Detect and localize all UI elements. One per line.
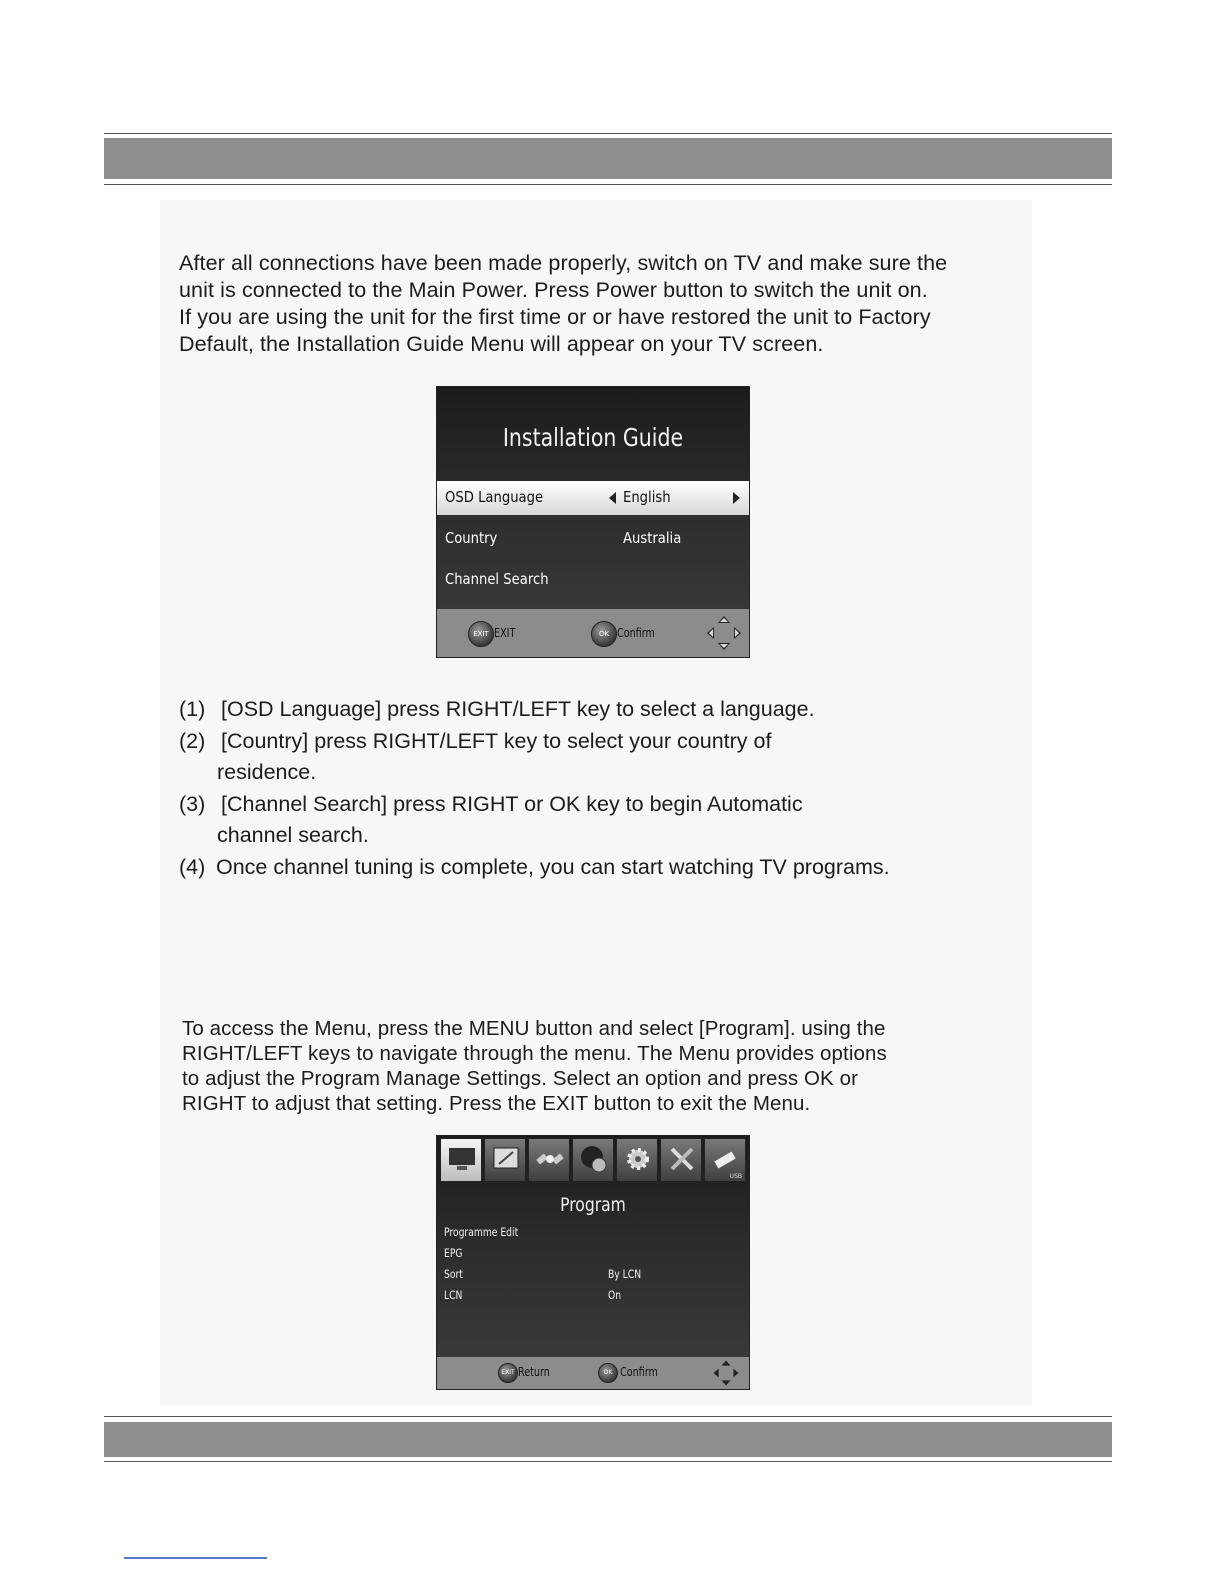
programme-edit-item[interactable]: Programme Edit	[444, 1225, 519, 1239]
header-band	[104, 133, 1112, 185]
satellite-icon[interactable]	[528, 1138, 570, 1182]
header-rule-bottom	[104, 184, 1112, 185]
menu-icon-bar	[440, 1138, 746, 1182]
ok-button-icon: OK	[591, 621, 617, 647]
channel-search-row[interactable]	[437, 563, 749, 597]
steps-list	[179, 694, 890, 883]
confirm-label: Confirm	[620, 1365, 658, 1379]
step-number: (2)	[179, 728, 206, 753]
screen-footer	[437, 1357, 749, 1389]
screen-footer	[437, 609, 749, 657]
step-item	[179, 789, 890, 852]
country-row[interactable]	[437, 522, 749, 556]
osd-language-row[interactable]	[437, 481, 749, 515]
footer-band	[104, 1416, 1112, 1462]
intro-paragraph	[179, 250, 947, 358]
footer-bar	[104, 1422, 1112, 1457]
screen-title: Program	[560, 1194, 626, 1216]
step-text: [Channel Search] press RIGHT or OK key to begin Automatic	[221, 791, 803, 816]
lcn-item[interactable]: LCN	[444, 1288, 463, 1302]
step-number: (1)	[179, 697, 206, 721]
tv-icon[interactable]	[440, 1138, 482, 1182]
epg-item[interactable]: EPG	[444, 1246, 463, 1260]
lcn-value: On	[608, 1288, 622, 1302]
intro-line: unit is connected to the Main Power. Press Power button to switch the unit on.	[179, 278, 928, 302]
clock-icon[interactable]	[572, 1138, 614, 1182]
screen-title: Installation Guide	[502, 423, 684, 452]
step-item	[179, 694, 890, 726]
footer-rule-top	[104, 1416, 1112, 1417]
menu-line: to adjust the Program Manage Settings. Select an option and press OK or	[182, 1067, 859, 1090]
step-number: (4)	[179, 854, 206, 879]
row-label: Country	[445, 529, 498, 547]
menu-line: RIGHT/LEFT keys to navigate through the menu. The Menu provides options	[182, 1042, 887, 1065]
gear-icon[interactable]	[616, 1138, 658, 1182]
tools-icon[interactable]	[660, 1138, 702, 1182]
step-text: [OSD Language] press RIGHT/LEFT key to select a language.	[221, 697, 815, 721]
step-text: Once channel tuning is complete, you can start watching TV programs.	[216, 854, 890, 879]
usb-icon[interactable]	[704, 1138, 746, 1182]
footer-rule-bottom	[104, 1461, 1112, 1462]
program-menu-screen	[436, 1135, 750, 1390]
step-continuation: residence.	[217, 760, 317, 784]
intro-line: Default, the Installation Guide Menu will appear on your TV screen.	[179, 332, 824, 356]
header-bar	[104, 138, 1112, 179]
row-value: English	[623, 488, 671, 506]
intro-line: After all connections have been made properly, switch on TV and make sure the	[179, 251, 948, 275]
right-arrow-icon	[733, 492, 740, 504]
underline-mark	[124, 1557, 267, 1559]
exit-button-icon: EXIT	[468, 621, 494, 647]
sort-item[interactable]: Sort	[444, 1267, 463, 1281]
exit-button-icon: EXIT	[498, 1363, 518, 1383]
confirm-label: Confirm	[617, 626, 655, 640]
step-item	[179, 726, 890, 789]
step-continuation: channel search.	[217, 823, 369, 847]
menu-line: RIGHT to adjust that setting. Press the EXIT button to exit the Menu.	[182, 1092, 811, 1115]
row-label: Channel Search	[445, 570, 549, 588]
intro-line: If you are using the unit for the first time or or have restored the unit to Factory	[179, 305, 931, 329]
step-item	[179, 852, 890, 884]
row-label: OSD Language	[445, 488, 544, 506]
row-value: Australia	[623, 529, 682, 547]
installation-guide-screen	[436, 386, 750, 658]
ok-button-icon: OK	[598, 1363, 618, 1383]
exit-label: EXIT	[494, 626, 516, 640]
menu-line: To access the Menu, press the MENU button and select [Program]. using the	[182, 1017, 886, 1040]
dpad-icon	[712, 1359, 740, 1387]
picture-icon[interactable]	[484, 1138, 526, 1182]
left-arrow-icon	[609, 492, 616, 504]
step-number: (3)	[179, 791, 206, 816]
sort-value: By LCN	[608, 1267, 642, 1281]
usb-label: USB	[729, 1173, 742, 1180]
menu-paragraph	[182, 1016, 887, 1116]
header-rule-top	[104, 133, 1112, 134]
return-label: Return	[518, 1365, 550, 1379]
dpad-icon	[705, 614, 743, 652]
step-text: [Country] press RIGHT/LEFT key to select your country of	[221, 728, 772, 753]
